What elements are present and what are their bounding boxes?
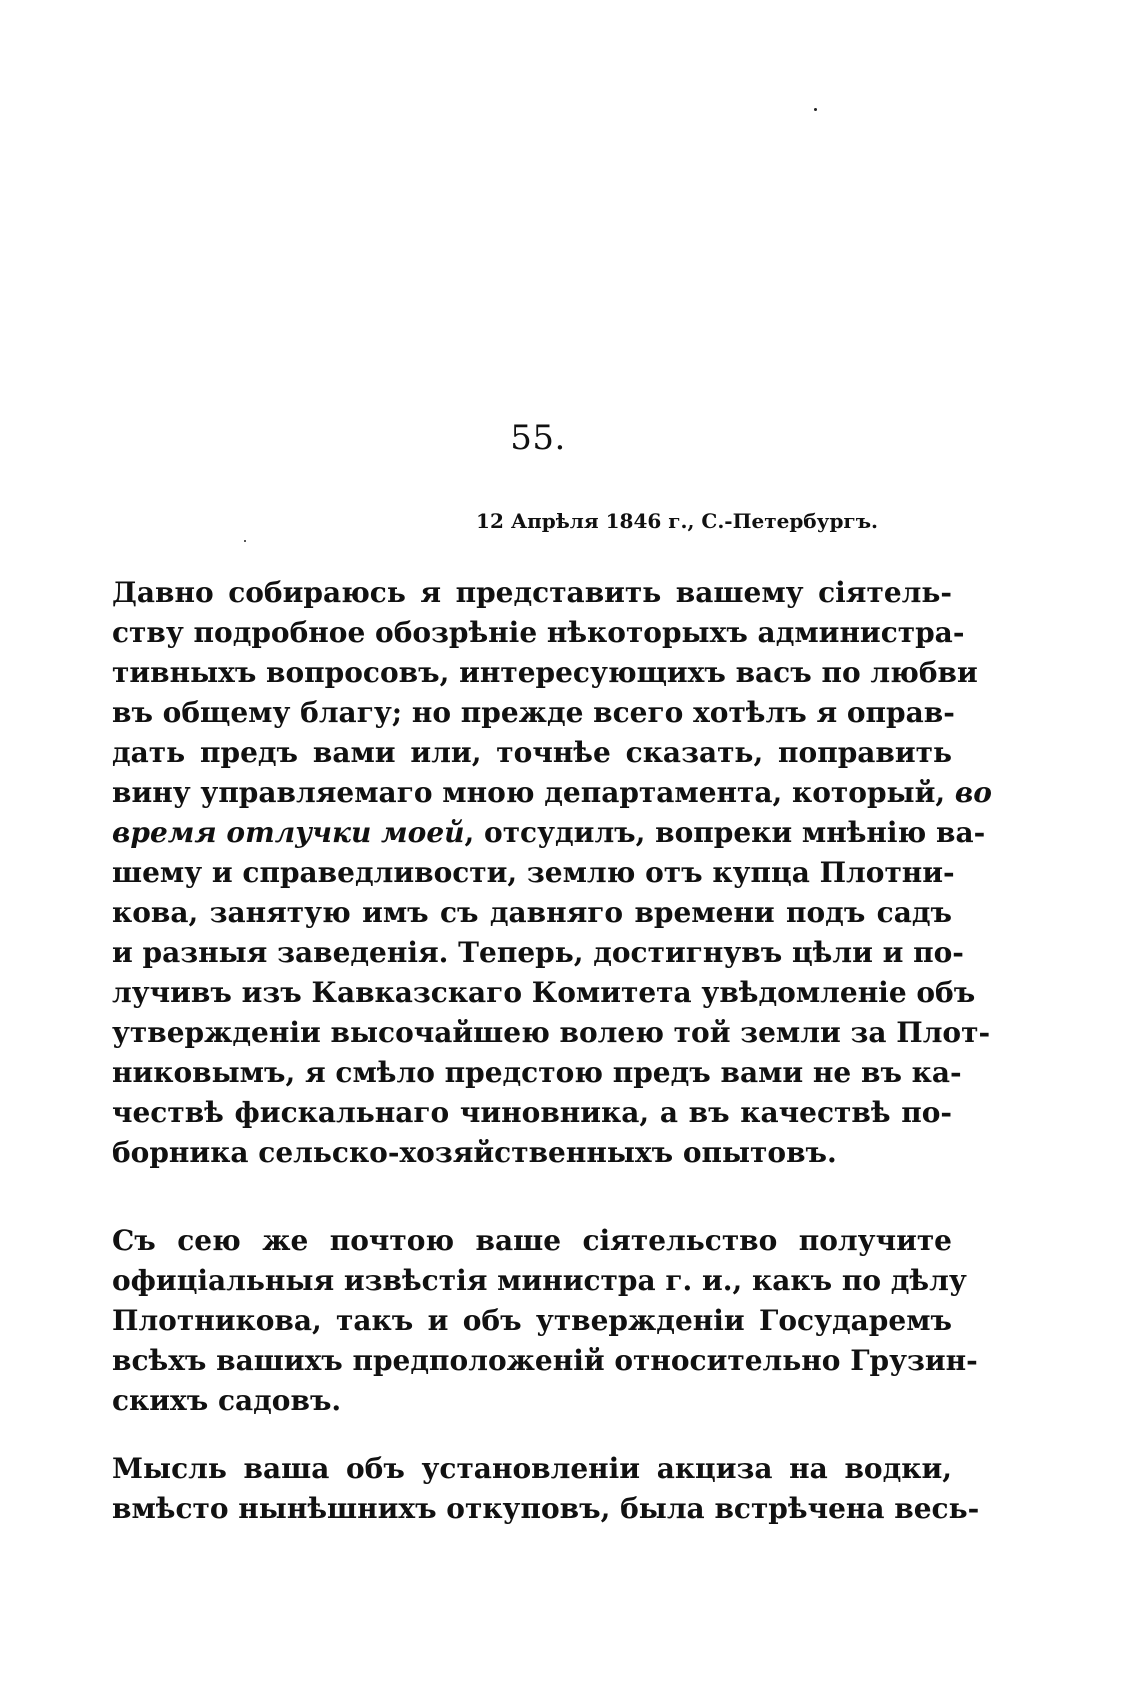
text-line: тивныхъ вопросовъ, интересующихъ васъ по любви [112,656,978,689]
text-line: всѣхъ вашихъ предположенiй относительно Грузин- [112,1344,978,1377]
text-line: Съ сею же почтою ваше сiятельство получите [112,1224,952,1257]
text-line: и разныя заведенiя. Теперь, достигнувъ цѣли и по- [112,936,964,969]
text-line: никовымъ, я смѣло предстою предъ вами не въ ка- [112,1056,962,1089]
text-line: борника сельско-хозяйственныхъ опытовъ. [112,1136,837,1169]
print-speck [244,540,246,542]
text-line: шему и справедливости, землю отъ купца Плотни- [112,856,955,889]
text-line: вмѣсто нынѣшнихъ откуповъ, была встрѣчена весь- [112,1492,980,1525]
text-line: Плотникова, такъ и объ утвержденiи Государемъ [112,1304,952,1337]
text-line: Давно собираюсь я представить вашему сiятель- [112,576,952,609]
text-line: въ общему благу; но прежде всего хотѣлъ я оправ- [112,696,955,729]
text-line: чествѣ фискальнаго чиновника, а въ качествѣ по- [112,1096,952,1129]
text-line: утвержденiи высочайшею волею той земли за Плот- [112,1016,991,1049]
text-line-with-italic [112,773,992,813]
paragraph-2 [112,1221,978,1421]
paragraph-1 [112,573,992,1173]
text-line-with-italic [112,813,986,853]
text-fragment: , отсудилъ, вопреки мнѣнiю ва- [464,816,986,849]
paragraph-3 [112,1449,980,1529]
italic-fragment: во [954,776,992,809]
print-speck [814,108,817,111]
text-fragment: вину управляемаго мною департамента, который, [112,776,955,809]
text-line: ству подробное обозрѣнiе нѣкоторыхъ администра- [112,616,965,649]
letter-number: 55. [510,418,566,458]
text-line: лучивъ изъ Кавказскаго Комитета увѣдомленiе объ [112,976,976,1009]
italic-fragment: время отлучки моей [112,816,465,849]
text-line: дать предъ вами или, точнѣе сказать, поправить [112,736,952,769]
letter-dateline: 12 Апрѣля 1846 г., С.-Петербургъ. [476,509,878,533]
text-line: Мысль ваша объ установленiи акциза на водки, [112,1452,952,1485]
text-line: скихъ садовъ. [112,1384,342,1417]
text-line: офицiальныя извѣстiя министра г. и., какъ по дѣлу [112,1264,967,1297]
text-line: кова, занятую имъ съ давняго времени подъ садъ [112,896,952,929]
